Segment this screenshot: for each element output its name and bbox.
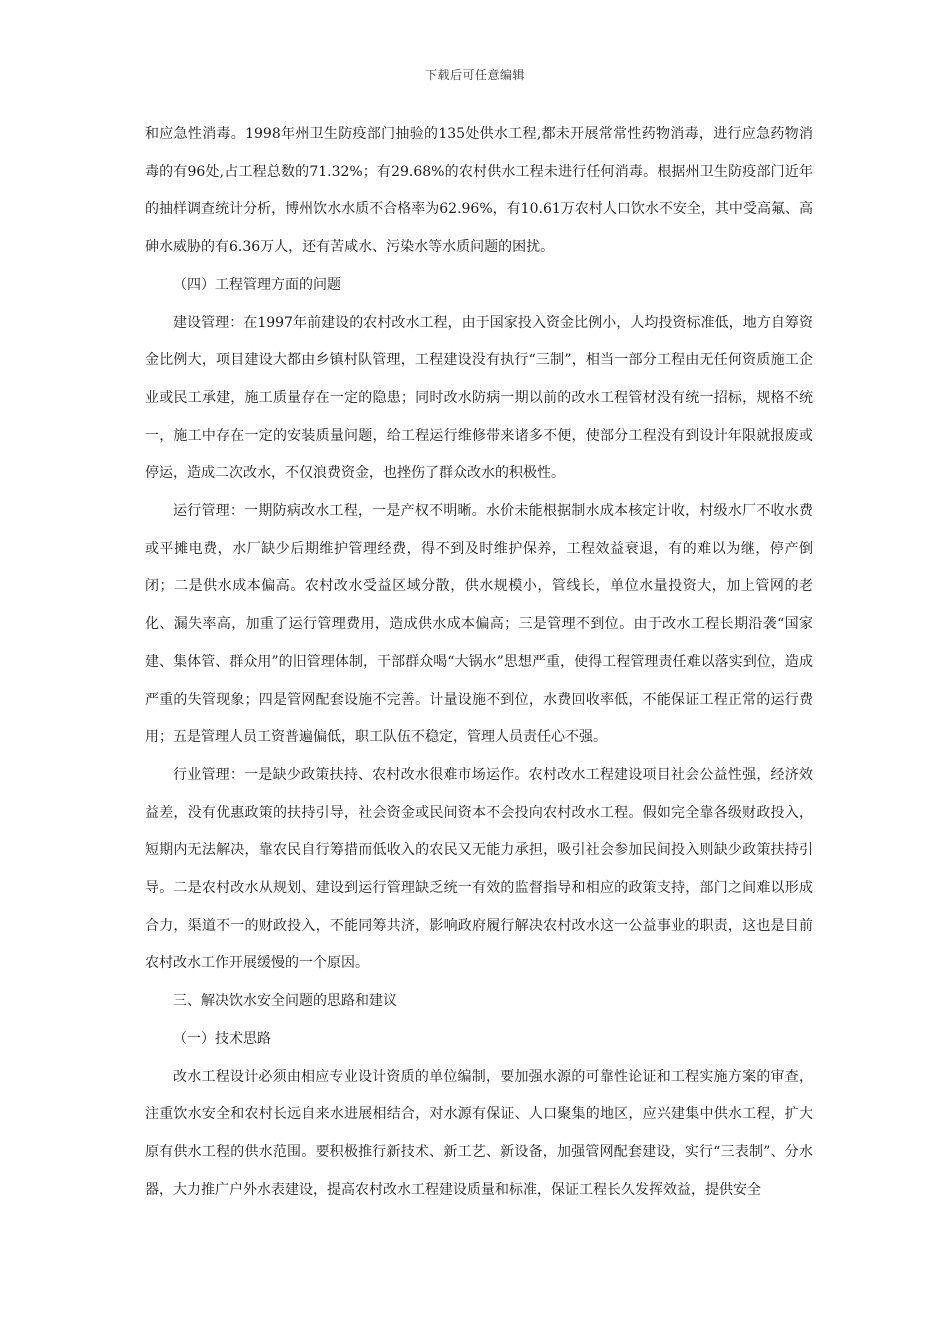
document-body (145, 116, 813, 1209)
section-heading-solutions: 三、解决饮水安全问题的思路和建议 (173, 993, 397, 1010)
subsection-heading-technical-approach: （一）技术思路 (173, 1030, 271, 1047)
paragraph-industry-management: 行业管理：一是缺少政策扶持、农村改水很难市场运作。农村改水工程建设项目社会公益性强，经济效益差，没有优惠政策的扶持引导，社会资金或民间资本不会投向农村改水工程。假如完全靠各级财政投入，短期内无法解决，靠农民自行筹措而低收入的农民又无能力承担，吸引社会参加民间投入则缺少政策扶持引导。二是农村改水从规划、建设到运行管理缺乏统一有效的监督指导和相应的政策支持，部门之间难以形成合力，渠道不一的财政投入，不能同筹共济，影响政府履行解决农村改水这一公益事业的职责，这也是目前农村改水工作开展缓慢的一个原因。 (145, 766, 813, 972)
page-header: 下载后可任意编辑 (424, 68, 525, 82)
paragraph-operation-management: 运行管理：一期防病改水工程，一是产权不明晰。水价未能根据制水成本核定计收，村级水厂不收水费或平摊电费，水厂缺少后期维护管理经费，得不到及时维护保养，工程效益衰退，有的难以为继，停产倒闭；二是供水成本偏高。农村改水受益区域分散，供水规模小，管线长，单位水量投资大，加上管网的老化、漏失率高，加重了运行管理费用，造成供水成本偏高；三是管理不到位。由于改水工程长期沿袭“国家建、集体管、群众用”的旧管理体制，干部群众喝“大锅水”思想严重，使得工程管理责任难以落实到位，造成严重的失管现象；四是管网配套设施不完善。计量设施不到位，水费回收率低，不能保证工程正常的运行费用；五是管理人员工资普遍偏低，职工队伍不稳定，管理人员责任心不强。 (145, 503, 813, 746)
paragraph-water-quality: 和应急性消毒。1998年州卫生防疫部门抽验的135处供水工程,都未开展常常性药物消毒，进行应急药物消毒的有96处,占工程总数的71.32%；有29.68%的农村供水工程未进行任何消毒。根据州卫生防疫部门近年的抽样调查统计分析，博州饮水水质不合格率为62.96%，有10.61万农村人口饮水不安全，其中受高氟、高砷水威胁的有6.36万人，还有苦咸水、污染水等水质问题的困扰。 (145, 126, 813, 256)
paragraph-construction-management: 建设管理：在1997年前建设的农村改水工程，由于国家投入资金比例小，人均投资标准低，地方自筹资金比例大，项目建设大都由乡镇村队管理，工程建设没有执行“三制”，相当一部分工程由无任何资质施工企业或民工承建，施工质量存在一定的隐患；同时改水防病一期以前的改水工程管材没有统一招标，规格不统一，施工中存在一定的安装质量问题，给工程运行维修带来诸多不便，使部分工程没有到设计年限就报废或停运，造成二次改水，不仅浪费资金，也挫伤了群众改水的积极性。 (145, 314, 813, 482)
paragraph-technical-approach: 改水工程设计必须由相应专业设计资质的单位编制，要加强水源的可靠性论证和工程实施方案的审查，注重饮水安全和农村长远自来水进展相结合，对水源有保证、人口聚集的地区，应兴建集中供水工程，扩大原有供水工程的供水范围。要积极推行新技术、新工艺、新设备，加强管网配套建设，实行“三表制”、分水器，大力推广户外水表建设，提高农村改水工程建设质量和标准，保证工程长久发挥效益，提供安全 (145, 1068, 813, 1198)
section-heading-engineering-management: （四）工程管理方面的问题 (173, 276, 341, 293)
